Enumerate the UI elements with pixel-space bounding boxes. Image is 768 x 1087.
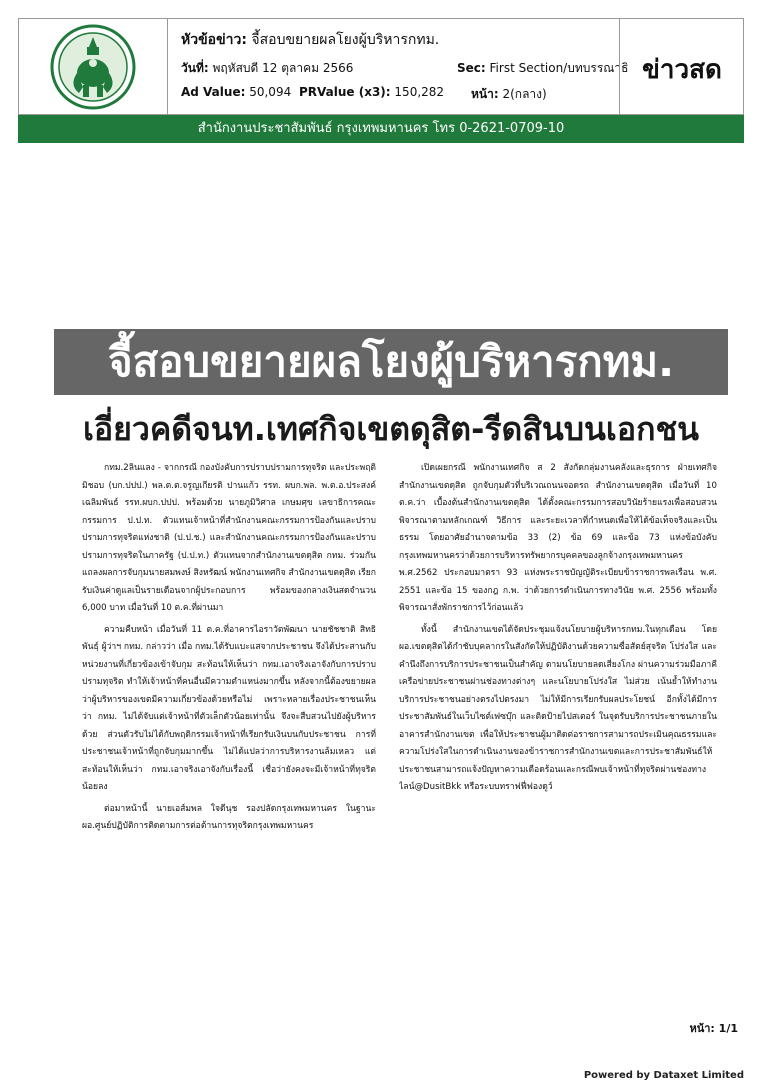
ad-value-row [181, 85, 291, 99]
date-label: วันที่: [181, 61, 209, 75]
bma-emblem-icon [49, 23, 137, 111]
section-row [457, 59, 628, 78]
ad-value: 50,094 [249, 85, 292, 99]
headline-row [181, 29, 439, 51]
section-value: First Section/บทบรรณาธิ [489, 61, 629, 75]
logo-cell [19, 19, 168, 114]
section-label: Sec: [457, 61, 486, 75]
article-subheadline: เอี่ยวคดีจนท.เทศกิจเขตดุสิต-รีดสินบนเอกชน [82, 410, 700, 448]
article-paragraph: ต่อมาหน้านี้ นายเอส์มพล ใจดีนุช รองปลัดกรุงเทพมหานคร ในฐานะผอ.ศูนย์ปฏิบัติการติดตามการต่อต้านการทุจริตกรุงเทพมหานคร [82, 803, 376, 831]
powered-by: Powered by Dataxet Limited [583, 1070, 744, 1081]
article-column-left [82, 460, 376, 890]
pr-value-row [299, 85, 444, 99]
pr-value: 150,282 [394, 85, 445, 99]
pr-value-label: PRValue (x3): [299, 85, 391, 99]
date-row [181, 59, 353, 78]
page-row [471, 85, 547, 104]
newspaper-name: ข่าวสด [642, 55, 722, 85]
article-banner-headline: จี้สอบขยายผลโยงผู้บริหารกทม. [54, 329, 728, 395]
page-value: 2(กลาง) [502, 87, 547, 101]
headline-value: จี้สอบขยายผลโยงผู้บริหารกทม. [251, 32, 440, 48]
header-box [18, 18, 744, 115]
page-number: หน้า: 1/1 [689, 1022, 738, 1035]
article-paragraph: ความคืบหน้า เมื่อวันที่ 11 ต.ค.ที่อาคารไอราวัตพัฒนา นายชัชชาติ สิทธิพันธุ์ ผู้ว่าฯ กทม. กล่าวว่า เมื่อ กทม.ได้รับแบะแสจากประชาชน จึงได้ประสานกับหน่วยงานที่เกี่ยวข้องเข้าจับกุม สะท้อนให้เห็นว่า กทม.เอาจริงเอาจังกับการปราบปรามทุจริต ทำให้เจ้าหน้าที่คนอื่นมีความตำแหน่งมากขึ้น หลังจากนี้ต้องขยายผลว่าผู้บริหารของเขตมีความเกี่ยวข้องด้วยหรือไม่ เพราะหลายเรื่องประชาชนเห็นว่า กทม. ไม่ได้จับแต่เจ้าหน้าที่ตัวเล็กตัวน้อยเท่านั้น จึงจะสืบสวนไปยังผู้บริหารด้วย ส่วนตัวรับไม่ได้กับพฤติกรรมเจ้าหน้าที่เรียกรับเงินบนกับประชาชน การที่ประชาชนเจ้าหน้าที่ถูกจับกุมมากขึ้น ไม่ได้แปลว่าการบริหารงานล้มเหลว แต่สะท้อนให้เห็นว่า กทม.เอาจริงเอาจังกับเรื่องนี้ เชื่อว่ายังคงจะมีเจ้าหน้าที่ทุจริตน้อยลง [82, 624, 376, 792]
article-column-right [399, 460, 717, 820]
article-paragraph: กทม.2ลินแลง - จากกรณี กองบังคับการปราบปรามการทุจริต และประพฤติมิชอบ (บก.ปปป.) พล.ต.ต.จรูญเกียรติ ปานแก้ว รรท. ผบก.พล. พ.ต.อ.ประสงค์ เฉลิมพันธ์ รรท.ผบก.ปปป. พร้อมด้วย นายภูมิวิศาล เกษมศุข เลขาธิการคณะกรรมการ ป.ป.ท. ตัวแทนเจ้าหน้าที่สำนักงานคณะกรรมการป้องกันและปราบปรามการทุจริตแห่งชาติ (ป.ป.ช.) และสำนักงานคณะกรรมการป้องกันและปราบปรามการทุจริตในภาครัฐ (ป.ป.ท.) ตัวแทนจากสำนักงานเขตดุสิต กทม. ร่วมกันแถลงผลการจับกุมนายสมพงษ์ สิงหรัฒน์ พนักงานเทศกิจ สำนักงานเขตดุสิต เรียกรับเงินค่าดูแลเป็นรายเดือนจากผู้ประกอบการ พร้อมของกลางเงินสดจำนวน 6,000 บาท เมื่อวันที่ 10 ต.ค.ที่ผ่านมา [82, 463, 376, 613]
office-bar: สำนักงานประชาสัมพันธ์ กรุงเทพมหานคร โทร 0-2621-0709-10 [18, 115, 744, 143]
tag-cell [619, 19, 744, 114]
headline-label: หัวข้อข่าว: [181, 32, 247, 48]
clipping-meta [181, 19, 629, 114]
ad-value-label: Ad Value: [181, 85, 246, 99]
date-value: พฤหัสบดี 12 ตุลาคม 2566 [212, 61, 354, 75]
page-label: หน้า: [471, 87, 499, 101]
article-paragraph: ทั้งนี้ สำนักงานเขตได้จัดประชุมแจ้งนโยบายผู้บริหารกทม.ในทุกเดือน โดยผอ.เขตดุสิตได้กำชับบุคลากรในสังกัดให้ปฏิบัติงานด้วยความซื่อสัตย์สุจริต โปร่งใส และคำนึงถึงการบริการประชาชนเป็นสำคัญ ตามนโยบายลดเสี่ยงโกง ผ่านความร่วมมือภาคีเครือข่ายประชาชนผ่านช่องทางต่างๆ และนโยบายโปร่งใส ไม่ส่วย เน้นย้ำให้ทำงานบริการประชาชนอย่างตรงไปตรงมา ไม่ให้มีการเรียกรับผลประโยชน์ อีกทั้งได้มีการประชาสัมพันธ์ในเว็บไซต์เฟซบุ๊ก และติดป้ายไปสเตอร์ ในจุดรับบริการประชาชนภายในอาคารสำนักงานเขต เพื่อให้ประชาชนผู้มาติดต่อราชการสามารถประเมินคุณธรรมและความโปร่งใสในการดำเนินงานของข้าราชการสำนักงานเขตและการประชาสัมพันธ์ให้ประชาชนสามารถแจ้งปัญหาความเดือดร้อนและกรณีพบเจ้าหน้าที่ทุจริตผ่านช่องทาง ไลน์@DusitBkk หรือระบบทราฟฟี่ฟองดูว์ [399, 624, 717, 792]
clipping-header [18, 18, 744, 144]
article-paragraph: เปิดเผยกรณี พนักงานเทศกิจ ส 2 สังกัดกลุ่มงานคลังและธุรการ ฝ่ายเทศกิจ สำนักงานเขตดุสิต ถูกจับกุมตัวที่บริเวณถนนจอดรถ สำนักงานเขตดุสิต เมื่อวันที่ 10 ต.ค.ว่า เบื้องต้นสำนักงานเขตดุสิต ได้ตั้งคณะกรรมการสอบวินัยร้ายแรงเพื่อสอบสวนพิจารณาตามหลักเกณฑ์ วิธีการ และระยะเวลาที่กำหนดเพื่อให้ได้ข้อเท็จจริงและเป็นธรรม โดยอาศัยอำนาจตามข้อ 33 (2) ข้อ 69 และข้อ 73 แห่งข้อบังคับกรุงเทพมหานครว่าด้วยการบริหารทรัพยากรบุคคลของลูกจ้างกรุงเทพมหานคร พ.ศ.2562 ประกอบมาตรา 93 แห่งพระราชบัญญัติระเบียบข้าราชการพลเรือน พ.ศ. 2551 และข้อ 15 ของกฎ ก.พ. ว่าด้วยการดำเนินการทางวินัย พ.ศ. 2556 พร้อมทั้งพิจารณาสั่งพักราชการไว้ก่อนแล้ว [399, 463, 717, 613]
